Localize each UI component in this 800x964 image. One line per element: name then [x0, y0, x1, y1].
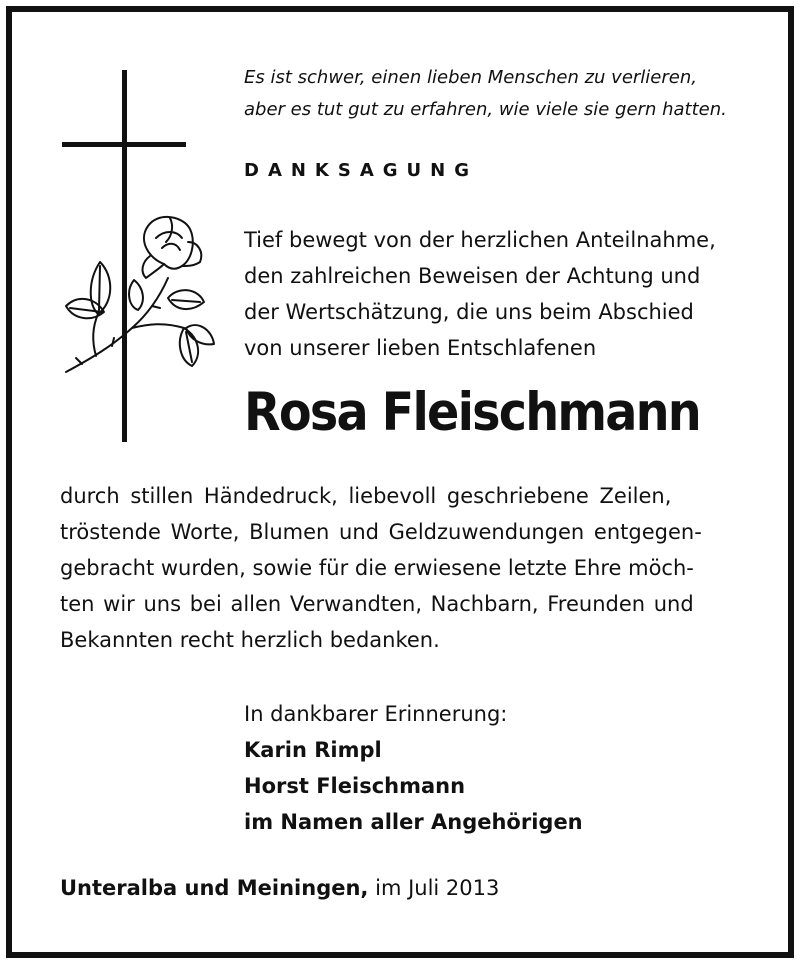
motto-line: aber es tut gut zu erfahren, wie viele sie gern hatten.	[244, 99, 727, 120]
intro-paragraph	[244, 222, 764, 366]
motto-quote	[244, 62, 764, 126]
intro-line: den zahlreichen Beweisen der Achtung und	[244, 264, 701, 288]
body-line: tröstende Worte, Blumen und Geldzuwendungen entgegen-	[60, 520, 702, 544]
place-date-line	[60, 876, 499, 900]
body-line: durch stillen Händedruck, liebevoll geschriebene Zeilen,	[60, 484, 672, 508]
intro-line: der Wertschätzung, die uns beim Abschied	[244, 300, 694, 324]
cross-icon	[62, 70, 186, 442]
body-line: ten wir uns bei allen Verwandten, Nachbarn, Freunden und	[60, 592, 694, 616]
signer-name: Karin Rimpl	[244, 738, 382, 762]
body-line: Bekannten recht herzlich bedanken.	[60, 628, 440, 652]
notice-heading: DANKSAGUNG	[244, 160, 479, 181]
motto-line: Es ist schwer, einen lieben Menschen zu verlieren,	[244, 67, 697, 88]
intro-line: von unserer lieben Entschlafenen	[244, 336, 597, 360]
body-line: gebracht wurden, sowie für die erwiesene letzte Ehre möch-	[60, 556, 694, 580]
place-name: Unteralba und Meiningen,	[60, 876, 369, 900]
body-paragraph	[60, 478, 750, 658]
rose-icon	[66, 217, 214, 372]
signer-name: Horst Fleischmann	[244, 774, 466, 798]
closing-label: In dankbarer Erinnerung:	[244, 702, 508, 726]
deceased-name: Rosa Fleischmann	[244, 382, 700, 443]
signer-group: im Namen aller Angehörigen	[244, 810, 583, 834]
cross-rose-artwork	[52, 66, 222, 446]
closing-block	[244, 696, 583, 840]
intro-line: Tief bewegt von der herzlichen Anteilnahme,	[244, 228, 716, 252]
notice-date: im Juli 2013	[375, 876, 500, 900]
